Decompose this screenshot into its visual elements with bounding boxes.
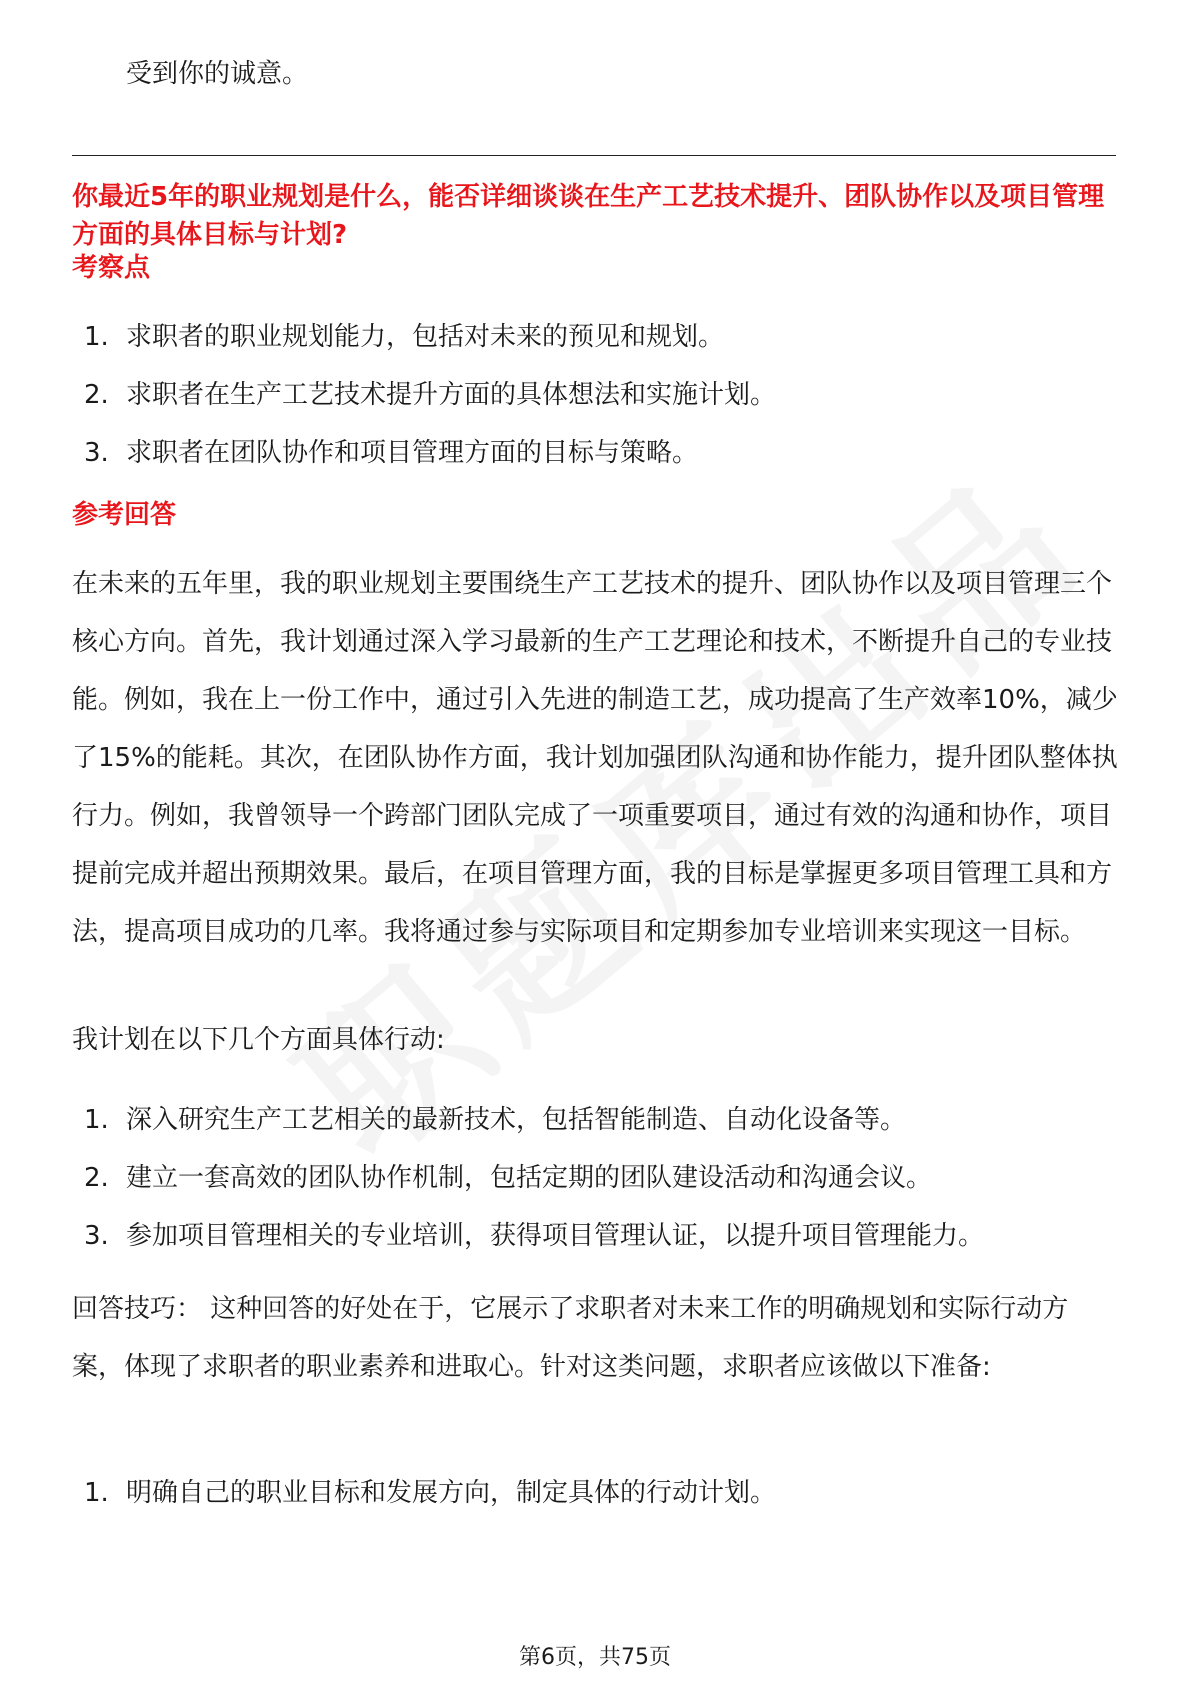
answer-tips: 回答技巧： 这种回答的好处在于，它展示了求职者对未来工作的明确规划和实际行动方案，体现了求职者的职业素养和进取心。针对这类问题，求职者应该做以下准备: (72, 1294, 1069, 1382)
list-item: 1. 求职者的职业规划能力，包括对未来的预见和规划。 (84, 322, 725, 352)
list-item: 2. 求职者在生产工艺技术提升方面的具体想法和实施计划。 (84, 380, 777, 410)
preparation-list (84, 1474, 1124, 1532)
list-item: 1. 明确自己的职业目标和发展方向，制定具体的行动计划。 (84, 1478, 777, 1508)
plan-intro: 我计划在以下几个方面具体行动: (72, 1025, 445, 1055)
assessment-list (84, 318, 1124, 492)
section-title-assessment: 考察点 (72, 253, 151, 283)
page-number: 第6页，共75页 (519, 1645, 671, 1670)
previous-answer-fragment: 受到你的诚意。 (126, 59, 309, 89)
list-item: 2. 建立一套高效的团队协作机制，包括定期的团队建设活动和沟通会议。 (84, 1163, 933, 1193)
question-heading: 你最近5年的职业规划是什么，能否详细谈谈在生产工艺技术提升、团队协作以及项目管理方面的具体目标与计划? (72, 182, 1105, 250)
plan-list (84, 1101, 1124, 1275)
list-item: 3. 参加项目管理相关的专业培训，获得项目管理认证，以提升项目管理能力。 (84, 1221, 985, 1251)
section-title-reference-answer: 参考回答 (72, 500, 177, 530)
list-item: 1. 深入研究生产工艺相关的最新技术，包括智能制造、自动化设备等。 (84, 1105, 907, 1135)
section-divider (72, 155, 1116, 156)
list-item: 3. 求职者在团队协作和项目管理方面的目标与策略。 (84, 438, 699, 468)
answer-paragraph: 在未来的五年里，我的职业规划主要围绕生产工艺技术的提升、团队协作以及项目管理三个核心方向。首先，我计划通过深入学习最新的生产工艺理论和技术，不断提升自己的专业技能。例如，我在上一份工作中，通过引入先进的制造工艺，成功提高了生产效率10%，减少了15%的能耗。其次，在团队协作方面，我计划加强团队沟通和协作能力，提升团队整体执行力。例如，我曾领导一个跨部门团队完成了一项重要项目，通过有效的沟通和协作，项目提前完成并超出预期效果。最后，在项目管理方面，我的目标是掌握更多项目管理工具和方法，提高项目成功的几率。我将通过参与实际项目和定期参加专业培训来实现这一目标。 (72, 569, 1118, 947)
